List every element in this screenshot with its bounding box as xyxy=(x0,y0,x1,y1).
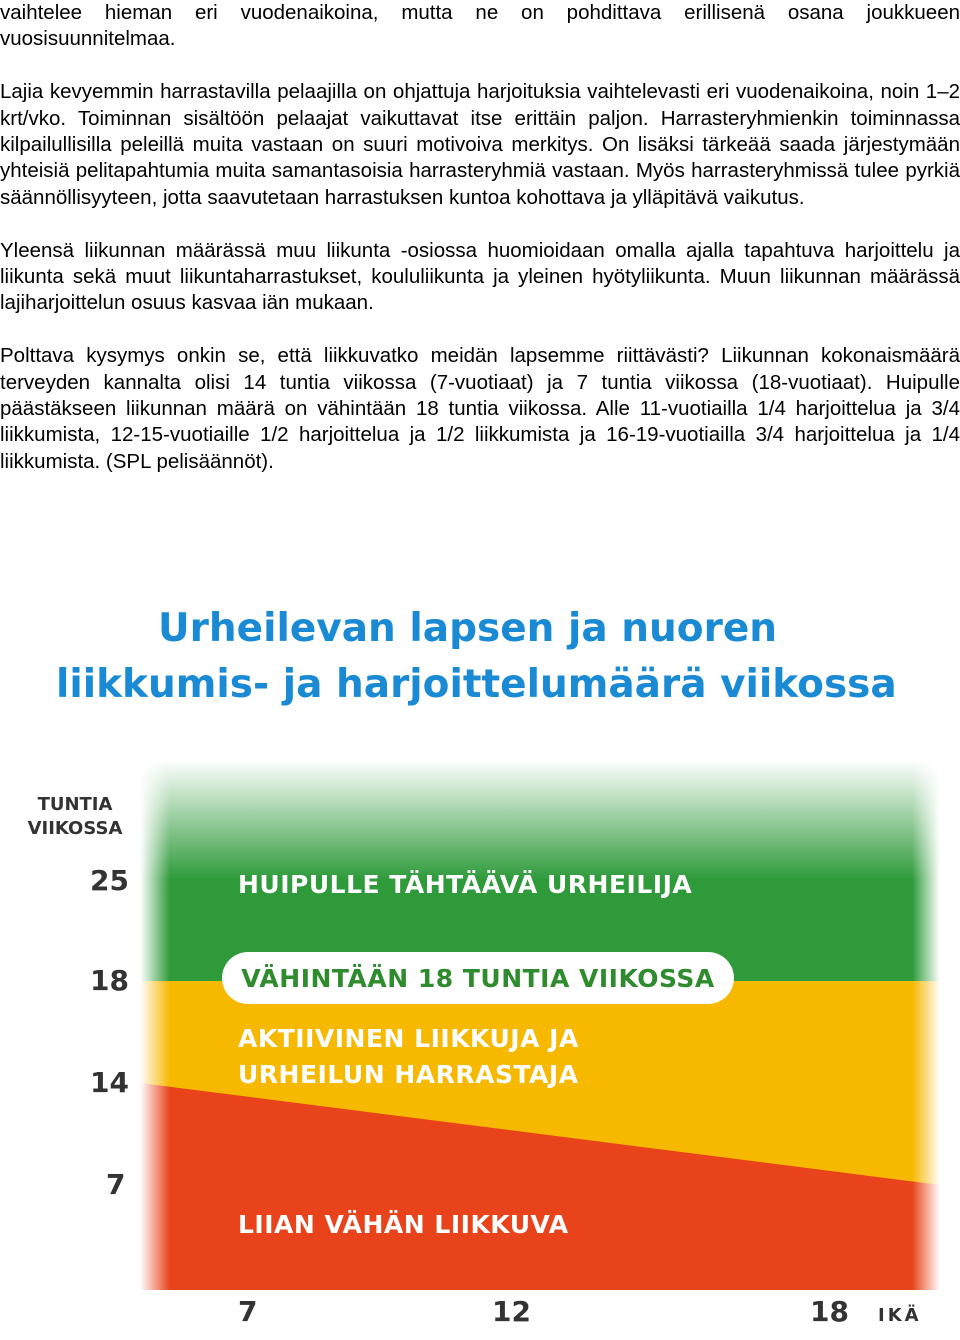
activity-chart-figure xyxy=(0,590,960,1340)
band-label-inactive: LIIAN VÄHÄN LIIKKUVA xyxy=(238,1210,569,1239)
y-axis-label-line-1: TUNTIA xyxy=(37,794,113,815)
chart-title-line-1: Urheilevan lapsen ja nuoren xyxy=(158,606,778,651)
threshold-label: VÄHINTÄÄN 18 TUNTIA VIIKOSSA xyxy=(241,963,715,993)
y-tick-14: 14 xyxy=(90,1066,129,1099)
y-tick-7: 7 xyxy=(106,1168,126,1201)
x-axis-label: IKÄ xyxy=(878,1305,922,1326)
y-tick-25: 25 xyxy=(90,864,129,897)
paragraph-3: Yleensä liikunnan määrässä muu liikunta -osiossa huomioidaan omalla ajalla tapahtuva harjoittelu ja liikunta sekä muut liikuntaharrastukset, koululiikunta ja yleinen hyötyliikunta. Muun liikunnan määrässä lajiharjoittelun osuus kasvaa iän mukaan. xyxy=(0,238,960,315)
threshold-pill xyxy=(222,952,734,1004)
y-axis-label xyxy=(20,793,130,841)
band-label-active-line-1: AKTIIVINEN LIIKKUJA JA xyxy=(238,1024,579,1053)
body-text xyxy=(0,0,960,502)
band-label-elite: HUIPULLE TÄHTÄÄVÄ URHEILIJA xyxy=(238,870,693,899)
paragraph-2: Lajia kevyemmin harrastavilla pelaajilla on ohjattuja harjoituksia vaihtelevasti eri vuodenaikoina, noin 1–2 krt/vko. Toiminnan sisältöön pelaajat vaikuttavat itse erittäin paljon. Harrasteryhmienkin toiminnassa kilpailullisilla peleillä muita vastaan on suuri motivoiva merkitys. On lisäksi tärkeää saada järjestymään yhteisiä pelitapahtumia muita samantasoisia harrasteryhmiä vastaan. Myös harrasteryhmissä tulee pyrkiä säännöllisyyteen, jotta saavutetaan harrastuksen kuntoa kohottava ja ylläpitävä vaikutus. xyxy=(0,80,960,209)
x-tick-7: 7 xyxy=(238,1295,258,1328)
paragraph-1: vaihtelee hieman eri vuodenaikoina, mutta ne on pohdittava erillisenä osana joukkueen vuosisuunnitelmaa. xyxy=(0,1,960,51)
chart-title-line-2: liikkumis- ja harjoittelumäärä viikossa xyxy=(56,662,897,707)
y-tick-18: 18 xyxy=(90,964,129,997)
band-label-active-line-2: URHEILUN HARRASTAJA xyxy=(238,1060,579,1089)
x-tick-18: 18 xyxy=(810,1295,849,1328)
paragraph-4: Polttava kysymys onkin se, että liikkuvatko meidän lapsemme riittävästi? Liikunnan kokonaismäärä terveyden kannalta olisi 14 tuntia viikossa (7-vuotiaat) ja 7 tuntia viikossa (18-vuotiaat). Huipulle päästäkseen liikunnan määrä on vähintään 18 tuntia viikossa. Alle 11-vuotiailla 1/4 harjoittelua ja 3/4 liikkumista, 12-15-vuotiaille 1/2 harjoittelua ja 1/2 liikkumista ja 16-19-vuotiailla 3/4 harjoittelua ja 1/4 liikkumista. (SPL pelisäännöt). xyxy=(0,344,960,473)
y-axis-label-line-2: VIIKOSSA xyxy=(27,818,123,839)
x-tick-12: 12 xyxy=(492,1295,531,1328)
